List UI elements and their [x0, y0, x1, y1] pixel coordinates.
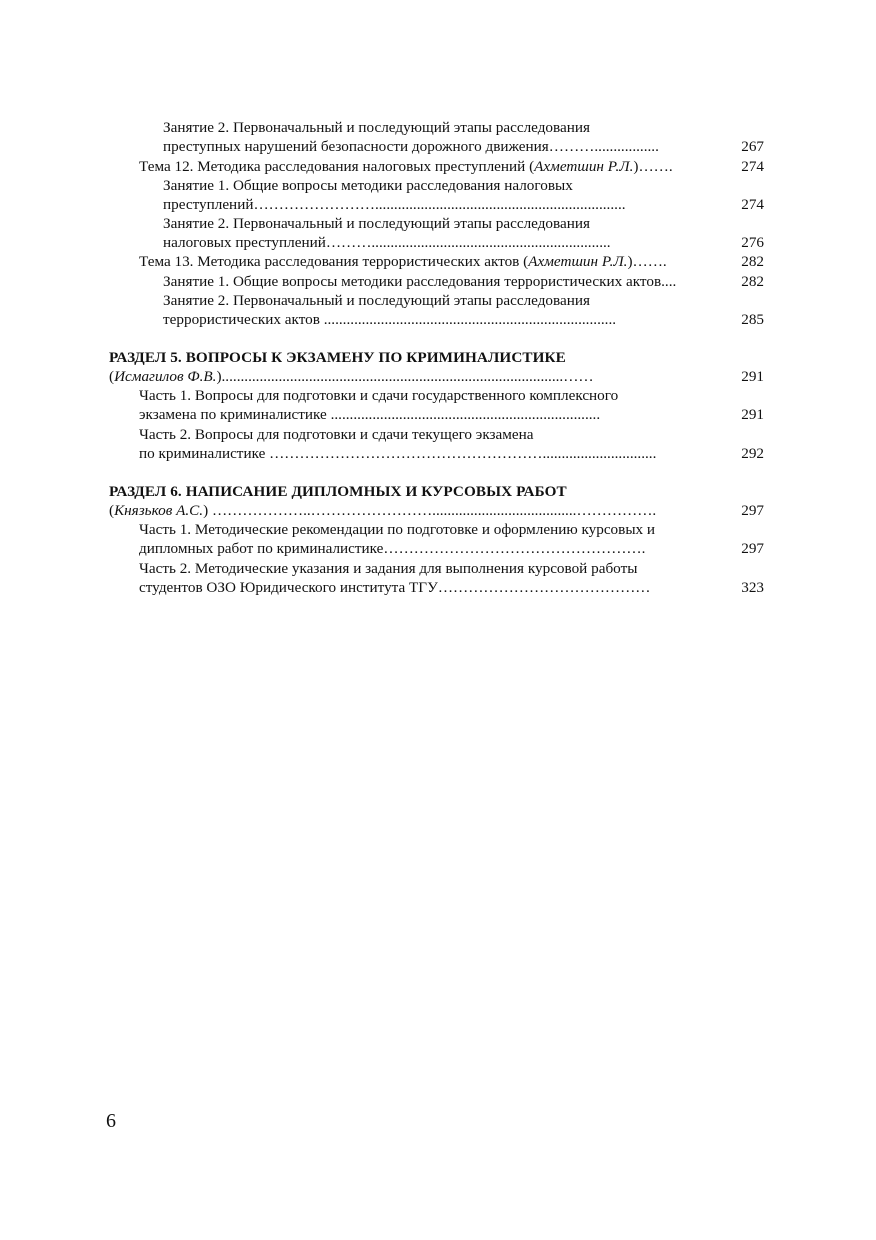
- toc-author: Ахметшин Р.Л.: [528, 253, 628, 270]
- toc-line: преступных нарушений безопасности дорожного движения……….................: [163, 138, 659, 155]
- toc-line: террористических актов .............................................................................: [163, 311, 617, 328]
- toc-line: Часть 2. Методические указания и задания для выполнения курсовой работы: [139, 560, 638, 577]
- toc-line: Занятие 1. Общие вопросы методики расследования налоговых: [163, 177, 573, 194]
- toc-line: преступлений……………………..................................................................: [163, 196, 626, 213]
- toc-page-number: 297: [741, 502, 764, 519]
- toc-line: Занятие 2. Первоначальный и последующий этапы расследования: [163, 119, 590, 136]
- toc-page-number: 292: [741, 445, 764, 462]
- toc-page-number: 323: [741, 579, 764, 596]
- toc-line: Часть 1. Вопросы для подготовки и сдачи государственного комплексного: [139, 387, 619, 404]
- toc-line: Занятие 1. Общие вопросы методики расследования террористических актов....: [163, 273, 677, 290]
- toc-line: Занятие 2. Первоначальный и последующий этапы расследования: [163, 292, 590, 309]
- toc-line: экзамена по криминалистике .......................................................................: [139, 406, 601, 423]
- toc-line: по криминалистике ………………………………………………..............................: [139, 445, 657, 462]
- toc-page-number: 297: [741, 540, 764, 557]
- toc-page-number: 274: [741, 158, 764, 175]
- toc-page-number: 282: [741, 273, 764, 290]
- section-6-author-line: (Князьков А.С.) ………………..……………………......................................…………….: [109, 502, 657, 519]
- toc-page-number: 274: [741, 196, 764, 213]
- toc-page-number: 285: [741, 311, 764, 328]
- toc-line: налоговых преступлений………...............................................................: [163, 234, 611, 251]
- toc-author: Ахметшин Р.Л.: [534, 158, 634, 175]
- toc-line: Часть 2. Вопросы для подготовки и сдачи текущего экзамена: [139, 426, 534, 443]
- section-6-heading: РАЗДЕЛ 6. НАПИСАНИЕ ДИПЛОМНЫХ И КУРСОВЫХ РАБОТ: [109, 483, 567, 500]
- toc-line: дипломных работ по криминалистике…………………………………………….: [139, 540, 646, 557]
- toc-line: Часть 1. Методические рекомендации по подготовке и оформлению курсовых и: [139, 521, 656, 538]
- toc-line: студентов ОЗО Юридического института ТГУ……………………………………: [139, 579, 651, 596]
- page-number: 6: [106, 1110, 116, 1132]
- toc-page-number: 276: [741, 234, 764, 251]
- toc-topic-12: Тема 12. Методика расследования налоговых преступлений (Ахметшин Р.Л.)…….: [139, 158, 673, 175]
- toc-topic-13: Тема 13. Методика расследования террористических актов (Ахметшин Р.Л.)…….: [139, 253, 667, 270]
- toc-author: Князьков А.С.: [114, 502, 204, 519]
- toc-page-number: 291: [741, 406, 764, 423]
- section-5-author-line: (Исмагилов Ф.В.)..........................................................................................……: [109, 368, 594, 385]
- toc-page-number: 291: [741, 368, 764, 385]
- toc-author: Исмагилов Ф.В.: [114, 368, 217, 385]
- section-5-heading: РАЗДЕЛ 5. ВОПРОСЫ К ЭКЗАМЕНУ ПО КРИМИНАЛИСТИКЕ: [109, 349, 566, 366]
- toc-page-number: 282: [741, 253, 764, 270]
- toc-line: Занятие 2. Первоначальный и последующий этапы расследования: [163, 215, 590, 232]
- toc-page-number: 267: [741, 138, 764, 155]
